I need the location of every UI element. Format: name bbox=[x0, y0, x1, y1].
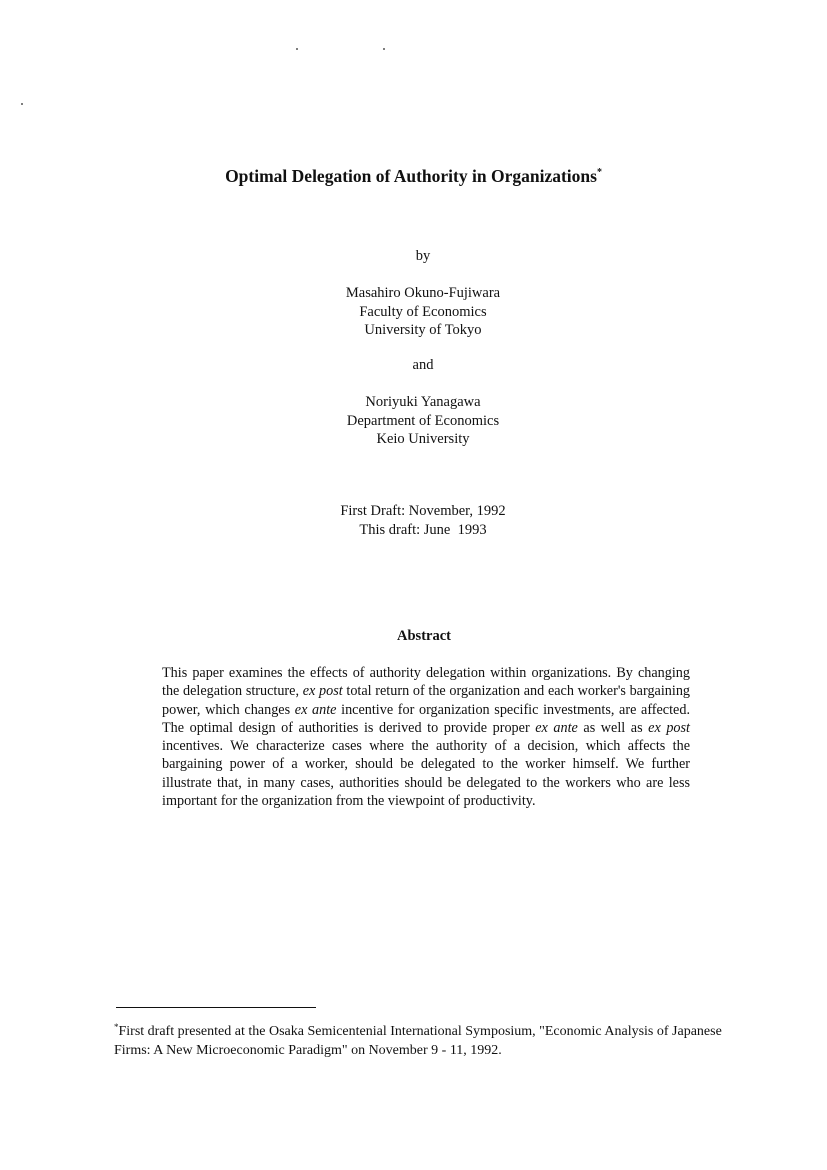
author-department: Faculty of Economics bbox=[359, 303, 487, 320]
abstract-text: as well as bbox=[577, 719, 649, 736]
footnote-text: First draft presented at the Osaka Semicentenial International Symposium, "Economic Analysis of Japanese Firms: A New Microeconomic Paradigm" on November 9 - 11, 1992. bbox=[114, 1024, 722, 1058]
abstract-italic-term: ex ante bbox=[294, 701, 337, 718]
title-text: Optimal Delegation of Authority in Organizations bbox=[225, 166, 597, 186]
abstract-text: This paper examines the effects of authority delegation within organizations. By changing the delegation structure, bbox=[162, 665, 690, 700]
footnote-divider bbox=[116, 1007, 316, 1008]
author-department: Department of Economics bbox=[346, 412, 500, 429]
byline-by: by bbox=[415, 248, 431, 264]
footnote bbox=[114, 1018, 744, 1060]
author-block-1 bbox=[0, 284, 827, 340]
author-name: Noriyuki Yanagawa bbox=[365, 394, 481, 410]
draft-dates bbox=[0, 502, 827, 539]
scan-speck bbox=[21, 103, 23, 105]
scan-speck bbox=[296, 48, 298, 50]
abstract-italic-term: ex ante bbox=[535, 719, 578, 736]
abstract-italic-term: ex post bbox=[648, 719, 690, 736]
author-name: Masahiro Okuno-Fujiwara bbox=[345, 285, 501, 301]
scan-speck bbox=[383, 48, 385, 50]
author-institution: Keio University bbox=[376, 431, 470, 447]
abstract-text: incentives. We characterize cases where the authority of a decision, which affects the bargaining power of a worker, should be delegated to the worker himself. We further illustrate that, in many cases, authorities should be delegated to the workers who are less important for the organization from the viewpoint of productivity. bbox=[162, 738, 690, 810]
abstract-text: incentive for organization specific investments, are affected. The optimal design of authorities is derived to provide proper bbox=[162, 701, 690, 736]
byline-and: and bbox=[412, 357, 434, 373]
author-institution: University of Tokyo bbox=[364, 322, 482, 338]
this-draft-date: This draft: June 1993 bbox=[359, 521, 487, 538]
paper-title bbox=[0, 166, 827, 187]
abstract-text: total return of the organization and each worker's bargaining power, which changes bbox=[162, 683, 691, 718]
author-block-2 bbox=[0, 393, 827, 449]
footnote-mark: * bbox=[114, 1022, 119, 1032]
abstract-heading: Abstract bbox=[397, 628, 451, 644]
abstract-body bbox=[162, 664, 690, 810]
title-footnote-mark: * bbox=[596, 167, 602, 178]
first-draft-date: First Draft: November, 1992 bbox=[340, 503, 506, 519]
abstract-italic-term: ex post bbox=[302, 683, 343, 700]
